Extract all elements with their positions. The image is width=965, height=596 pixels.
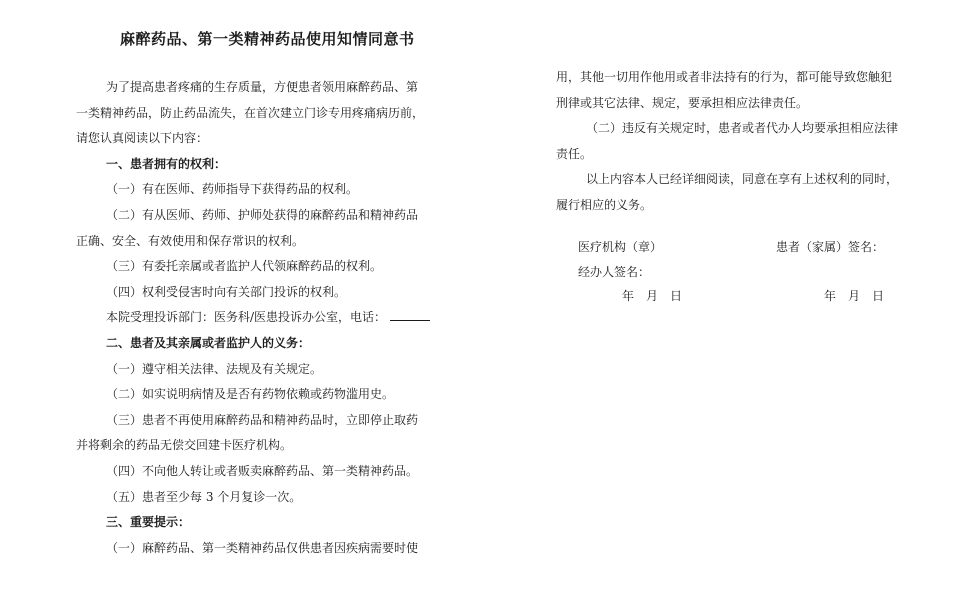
- patient-date: 年 月 日: [824, 289, 885, 303]
- s3-item-1c: 刑律或其它法律、规定，要承担相应法律责任。: [556, 95, 809, 110]
- s2-item-4: （四）不向他人转让或者贩卖麻醉药品、第一类精神药品。: [106, 463, 419, 478]
- s1-item-1: （一）有在医师、药师指导下获得药品的权利。: [106, 182, 359, 197]
- s1-item-2b: 正确、安全、有效使用和保存常识的权利。: [76, 233, 305, 248]
- s2-item-1: （一）遵守相关法律、法规及有关规定。: [106, 361, 323, 376]
- institution-date: 年 月 日: [622, 289, 683, 303]
- agreement-line-2: 履行相应的义务。: [556, 197, 653, 212]
- s3-item-2a: （二）违反有关规定时，患者或者代办人均要承担相应法律: [586, 121, 899, 136]
- s2-item-3b: 并将剩余的药品无偿交回建卡医疗机构。: [76, 438, 293, 453]
- phone-blank-field[interactable]: [390, 308, 430, 321]
- s3-item-1b: 用，其他一切用作他用或者非法持有的行为，都可能导致您触犯: [556, 70, 893, 84]
- s3-item-2b: 责任。: [556, 146, 593, 161]
- s1-item-4: （四）权利受侵害时向有关部门投诉的权利。: [106, 284, 347, 299]
- complaint-text: 本院受理投诉部门：医务科/医患投诉办公室，电话：: [106, 310, 387, 325]
- s3-item-1a: （一）麻醉药品、第一类精神药品仅供患者因疾病需要时使: [106, 540, 419, 555]
- section-2-heading: 二、患者及其亲属或者监护人的义务：: [106, 335, 311, 350]
- document-title: 麻醉药品、第一类精神药品使用知情同意书: [120, 30, 415, 48]
- s1-item-2a: （二）有从医师、药师、护师处获得的麻醉药品和精神药品: [106, 207, 419, 222]
- institution-seal-label: 医疗机构（章）: [578, 240, 663, 254]
- intro-line-2: 一类精神药品，防止药品流失，在首次建立门诊专用疼痛病历前，: [76, 105, 425, 120]
- s1-item-3: （三）有委托亲属或者监护人代领麻醉药品的权利。: [106, 259, 383, 274]
- section-3-heading: 三、重要提示：: [106, 515, 191, 530]
- section-1-heading: 一、患者拥有的权利：: [106, 156, 227, 171]
- right-column: [556, 65, 926, 219]
- s2-item-5: （五）患者至少每 3 个月复诊一次。: [106, 489, 302, 504]
- agreement-line-1: 以上内容本人已经详细阅读，同意在享有上述权利的同时，: [586, 172, 899, 187]
- patient-signature-label: 患者（家属）签名：: [776, 240, 885, 254]
- intro-line-1: 为了提高患者疼痛的生存质量，方便患者领用麻醉药品、第: [106, 80, 419, 94]
- agent-signature-label: 经办人签名：: [578, 265, 651, 279]
- left-column: [76, 75, 466, 561]
- s2-item-3a: （三）患者不再使用麻醉药品和精神药品时，立即停止取药: [106, 412, 419, 427]
- intro-line-3: 请您认真阅读以下内容：: [76, 131, 209, 146]
- s2-item-2: （二）如实说明病情及是否有药物依赖或药物滥用史。: [106, 387, 395, 402]
- complaint-line: [76, 305, 466, 331]
